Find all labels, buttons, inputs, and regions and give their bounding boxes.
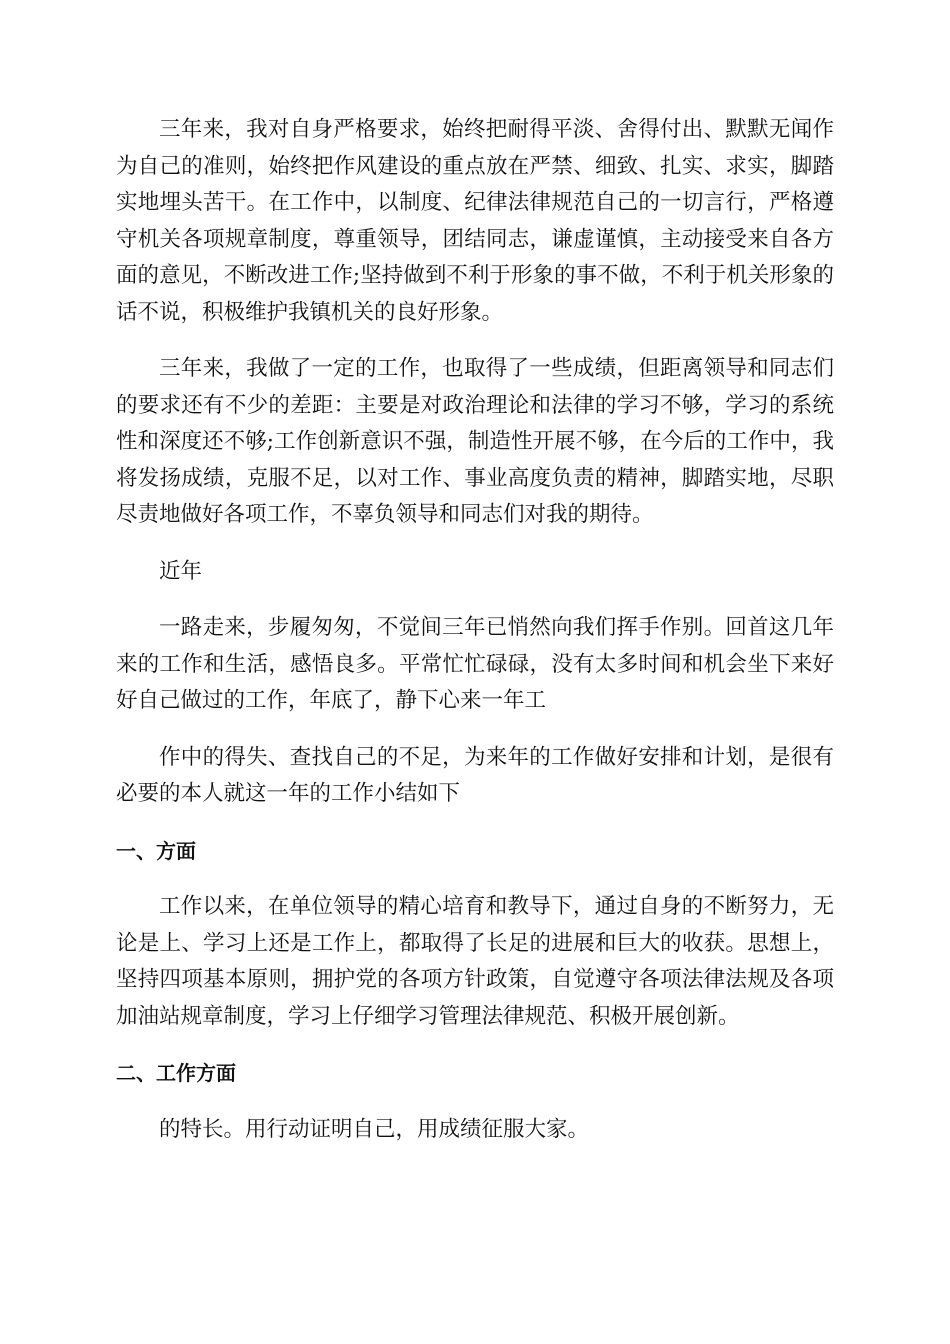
section-heading-2: 二、工作方面	[116, 1061, 236, 1085]
paragraph-shortcomings: 三年来，我做了一定的工作，也取得了一些成绩，但距离领导和同志们的要求还有不少的差距：主要是对政治理论和法律的学习不够，学习的系统性和深度还不够;工作创新意识不强，制造性开展不够，在今后的工作中，我将发扬成绩，克服不足，以对工作、事业高度负责的精神，脚踏实地，尽职尽责地做好各项工作，不辜负领导和同志们对我的期待。	[116, 356, 834, 527]
paragraph-summary-intro: 作中的得失、查找自己的不足，为来年的工作做好安排和计划，是很有必要的本人就这一年的工作小结如下	[116, 744, 834, 806]
document-page	[116, 112, 834, 1168]
paragraph-recent-years: 近年	[159, 558, 203, 584]
paragraph-strengths: 的特长。用行动证明自己，用成绩征服大家。	[159, 1116, 590, 1142]
section-heading-1: 一、方面	[116, 838, 196, 863]
paragraph-looking-back: 一路走来，步履匆匆，不觉间三年已悄然向我们挥手作别。回首这几年来的工作和生活，感悟良多。平常忙忙碌碌，没有太多时间和机会坐下来好好自己做过的工作，年底了，静下心来一年工	[116, 615, 834, 713]
paragraph-self-discipline: 三年来，我对自身严格要求，始终把耐得平淡、舍得付出、默默无闻作为自己的准则，始终把作风建设的重点放在严禁、细致、扎实、求实，脚踏实地埋头苦干。在工作中，以制度、纪律法律规范自己的一切言行，严格遵守机关各项规章制度，尊重领导，团结同志，谦虚谨慎，主动接受来自各方面的意见，不断改进工作;坚持做到不利于形象的事不做，不利于机关形象的话不说，积极维护我镇机关的良好形象。	[116, 117, 834, 325]
paragraph-progress: 工作以来，在单位领导的精心培育和教导下，通过自身的不断努力，无论是上、学习上还是工作上，都取得了长足的进展和巨大的收获。思想上，坚持四项基本原则，拥护党的各项方针政策，自觉遵守各项法律法规及各项加油站规章制度，学习上仔细学习管理法律规范、积极开展创新。	[116, 894, 834, 1029]
